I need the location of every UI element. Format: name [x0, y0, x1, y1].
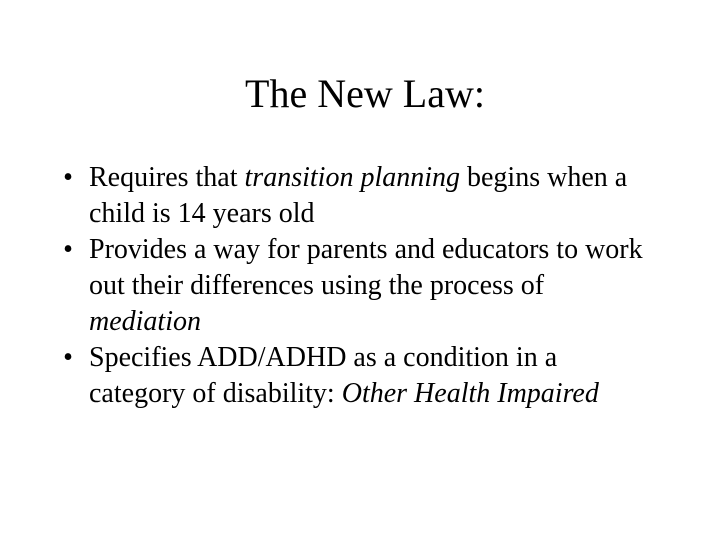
bullet-text-part: Requires that — [89, 162, 245, 193]
bullet-item-transition-planning — [58, 160, 658, 232]
bullet-text — [89, 162, 627, 229]
bullet-item-mediation — [58, 232, 658, 340]
bullet-text-part: Provides a way for parents and educators to work out their differences using the process of — [89, 234, 643, 301]
bullet-icon: • — [63, 162, 73, 193]
bullet-text-part: Specifies ADD/ADHD as a condition in a category of disability: — [89, 342, 558, 409]
bullet-text-part-italic: Other Health Impaired — [341, 378, 599, 409]
bullet-icon: • — [63, 234, 73, 265]
bullet-text — [89, 234, 643, 337]
bullet-text — [89, 342, 599, 409]
bullet-icon: • — [63, 342, 73, 373]
slide-title: The New Law: — [245, 71, 485, 116]
bullet-item-add-adhd — [58, 340, 658, 412]
bullet-text-part-italic: transition planning — [244, 162, 460, 193]
bullet-text-part-italic: mediation — [89, 306, 201, 337]
bullet-list — [58, 160, 658, 412]
bullet-text-part: begins when a child is 14 years old — [89, 162, 628, 229]
